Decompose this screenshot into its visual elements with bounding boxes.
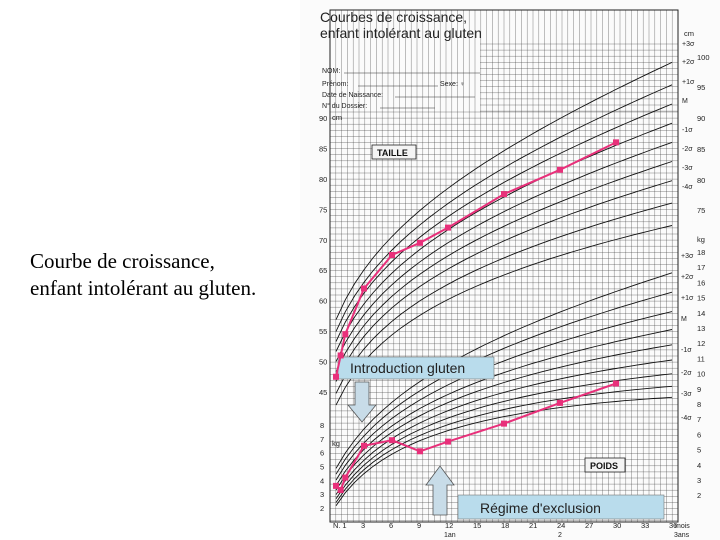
- data-series: [333, 139, 619, 493]
- weight-tick-left: 7: [320, 434, 325, 444]
- height-tick-left: 55: [319, 327, 328, 337]
- growth-chart-svg: [300, 0, 720, 540]
- height-tick-right: 90: [697, 114, 706, 123]
- regime-exclusion-arrow: [426, 466, 454, 515]
- x-sub-label-1an: 1an: [444, 532, 456, 539]
- x-tick-label: 9: [417, 521, 422, 530]
- height-sd-label: M: [682, 98, 688, 105]
- slide-caption: Courbe de croissance, enfant intolérant au gluten.: [30, 249, 257, 300]
- weight-sd-label: M: [681, 316, 687, 323]
- weight-tick-left: 5: [320, 462, 325, 472]
- weight-sd-label: -2σ: [681, 370, 692, 377]
- height-series-point: [342, 331, 348, 337]
- weight-tick-right: 15: [697, 293, 706, 303]
- height-series-point: [445, 225, 451, 231]
- x-tick-label: 15: [473, 521, 482, 530]
- x-tick-label: 24: [557, 521, 566, 530]
- height-series-point: [361, 285, 367, 291]
- height-unit-right: cm: [684, 29, 694, 38]
- height-tick-left: 50: [319, 357, 328, 367]
- form-prenom: Prénom:: [322, 81, 349, 88]
- height-series-point: [417, 240, 423, 246]
- height-unit-left: cm: [332, 113, 342, 122]
- height-series-point: [389, 252, 395, 258]
- weight-tick-right: 6: [697, 430, 702, 440]
- height-tick-right: 85: [697, 145, 706, 154]
- growth-chart-scan: [300, 0, 720, 540]
- weight-tick-right: 18: [697, 248, 706, 257]
- weight-tick-right: 3: [697, 476, 702, 485]
- height-tick-right: 75: [697, 206, 706, 215]
- weight-tick-right: 16: [697, 278, 706, 288]
- weight-tick-left: 6: [320, 448, 325, 458]
- weight-series-point: [501, 421, 507, 427]
- regime-exclusion-label: Régime d'exclusion: [480, 500, 601, 516]
- weight-sd-label: -3σ: [681, 391, 692, 398]
- height-tick-left: 80: [319, 174, 328, 184]
- height-sd-label: -3σ: [682, 165, 693, 172]
- x-unit-label: mois: [675, 523, 690, 530]
- weight-tick-right: 5: [697, 445, 702, 455]
- weight-tick-right: 17: [697, 263, 706, 273]
- chart-title-line2: enfant intolérant au gluten: [320, 25, 482, 41]
- x-tick-label: N.: [333, 521, 341, 530]
- chart-title-line1: Courbes de croissance,: [320, 9, 468, 25]
- height-tick-right: 95: [697, 83, 706, 92]
- height-tick-left: 90: [319, 114, 328, 123]
- x-sub-label-3ans: 3ans: [674, 532, 690, 539]
- taille-label: TAILLE: [377, 148, 408, 158]
- weight-tick-right: 4: [697, 460, 702, 470]
- weight-series-point: [613, 381, 619, 387]
- weight-unit-left: kg: [332, 439, 340, 448]
- x-tick-label: 36: [669, 521, 678, 530]
- height-sd-label: +2σ: [682, 59, 695, 66]
- height-series-point: [338, 352, 344, 358]
- weight-sd-label: -4σ: [681, 415, 692, 422]
- intro-gluten-arrow: [348, 382, 376, 422]
- weight-series-point: [342, 475, 348, 481]
- x-tick-label: 33: [641, 521, 650, 530]
- height-sd-label: +3σ: [682, 41, 695, 48]
- height-tick-left: 70: [319, 235, 328, 245]
- height-series-line: [336, 142, 616, 376]
- form-nom: NOM:: [322, 68, 341, 75]
- height-tick-left: 85: [319, 144, 328, 154]
- intro-gluten-label: Introduction gluten: [350, 360, 466, 376]
- height-tick-left: 75: [319, 205, 328, 215]
- weight-tick-right: 9: [697, 384, 702, 394]
- weight-sd-label: +3σ: [681, 253, 694, 260]
- weight-series-point: [361, 443, 367, 449]
- weight-series-point: [445, 439, 451, 445]
- weight-tick-right: 14: [697, 308, 706, 318]
- height-sd-label: -2σ: [682, 146, 693, 153]
- x-tick-label: 1: [342, 521, 347, 530]
- height-series-point: [613, 139, 619, 145]
- weight-tick-right: 10: [697, 369, 706, 379]
- height-tick-left: 45: [319, 388, 328, 397]
- weight-series-point: [338, 487, 344, 493]
- weight-tick-left: 3: [320, 490, 325, 500]
- x-tick-label: 30: [613, 521, 622, 530]
- x-tick-label: 27: [585, 521, 594, 530]
- height-sd-label: -1σ: [682, 127, 693, 134]
- height-series-point: [333, 374, 339, 380]
- height-sd-label: +1σ: [682, 79, 695, 86]
- x-tick-label: 6: [389, 521, 394, 530]
- weight-sd-label: +1σ: [681, 295, 694, 302]
- height-series-point: [557, 167, 563, 173]
- poids-label: POIDS: [590, 461, 619, 471]
- height-tick-left: 65: [319, 266, 328, 276]
- weight-tick-right: 2: [697, 491, 702, 501]
- form-date-naissance: Date de Naissance:: [322, 92, 384, 99]
- weight-series-point: [389, 437, 395, 443]
- weight-series-point: [417, 448, 423, 454]
- weight-unit-right: kg: [697, 235, 705, 244]
- x-tick-label: 12: [445, 521, 454, 530]
- height-series-point: [501, 191, 507, 197]
- weight-series-point: [557, 400, 563, 406]
- weight-tick-right: 11: [697, 354, 705, 364]
- x-sub-label-2: 2: [558, 532, 562, 539]
- weight-tick-left: 4: [320, 476, 325, 486]
- x-tick-label: 21: [529, 521, 538, 530]
- weight-tick-left: 2: [320, 504, 325, 513]
- weight-tick-right: 7: [697, 415, 702, 425]
- x-tick-label: 3: [361, 521, 366, 530]
- x-tick-label: 18: [501, 521, 510, 530]
- height-sd-label: -4σ: [682, 184, 693, 191]
- weight-tick-left: 8: [320, 421, 325, 430]
- form-sexe: Sexe: ♀: [440, 81, 466, 88]
- weight-tick-right: 8: [697, 400, 702, 409]
- weight-tick-right: 12: [697, 339, 706, 349]
- height-tick-right: 80: [697, 176, 706, 185]
- chart-axes: [319, 29, 710, 539]
- weight-sd-label: +2σ: [681, 274, 694, 281]
- weight-sd-label: -1σ: [681, 347, 692, 354]
- height-tick-left: 60: [319, 296, 328, 306]
- form-dossier: N° du Dossier:: [322, 103, 368, 110]
- weight-tick-right: 13: [697, 324, 706, 333]
- height-tick-right: 100: [697, 53, 710, 62]
